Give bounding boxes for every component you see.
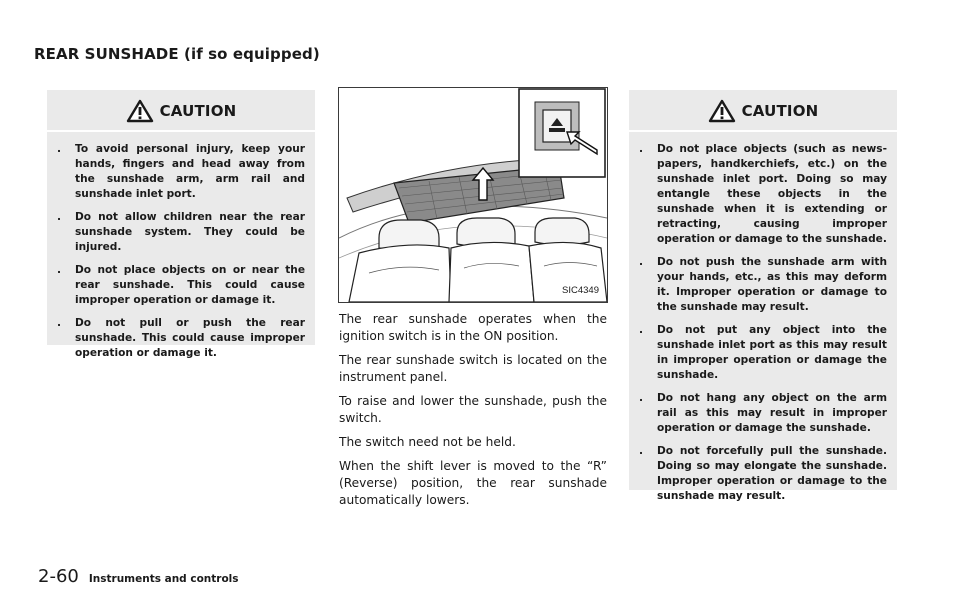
caution-item-text: Do not allow children near the rear sunshade system. They could be injured. [75, 211, 305, 253]
caution-list-right [629, 132, 897, 504]
paragraph: The switch need not be held. [339, 435, 516, 449]
caution-item-text: Do not place objects on or near the rear sunshade. This could cause improper operation or damage it. [75, 264, 305, 306]
section-title: REAR SUNSHADE (if so equipped) [34, 45, 320, 63]
bullet: . [639, 445, 644, 457]
caution-box-left [47, 90, 315, 359]
caution-item-text: To avoid personal injury, keep your hands, fingers and head away from the sunshade arm, arm rail and sunshade inlet port. [75, 143, 305, 200]
caution-item [57, 142, 305, 202]
caution-list-left [47, 132, 315, 361]
page-number: 2-60 [38, 566, 79, 587]
caution-item [639, 323, 887, 383]
paragraph: When the shift lever is moved to the “R” (Reverse) position, the rear sunshade automatically lowers. [339, 459, 607, 507]
caution-item-text: Do not put any object into the sunshade inlet port as this may result in improper operation or damage the sunshade. [657, 324, 887, 381]
bullet: . [639, 256, 644, 268]
caution-box-right [629, 90, 897, 502]
body-text [339, 311, 607, 516]
bullet: . [639, 392, 644, 404]
bullet: . [57, 143, 62, 155]
caution-item [639, 142, 887, 247]
paragraph: The rear sunshade switch is located on the instrument panel. [339, 353, 607, 384]
caution-item-text: Do not hang any object on the arm rail as this may result in improper operation or damage the sunshade. [657, 392, 887, 434]
caution-item-text: Do not place objects (such as news-papers, handkerchiefs, etc.) on the sunshade inlet port. Doing so may entangle these objects in the sunshade when it is extending or retracting, causing improper operation or damage to the sunshade. [657, 143, 887, 245]
bullet: . [57, 211, 62, 223]
caution-item-text: Do not push the sunshade arm with your hands, etc., as this may deform it. Improper operation or damage to the sunshade may result. [657, 256, 887, 313]
bullet: . [57, 264, 62, 276]
caution-item [57, 263, 305, 308]
paragraph: The rear sunshade operates when the ignition switch is in the ON position. [339, 312, 607, 343]
bullet: . [57, 317, 62, 329]
page-footer [38, 566, 239, 587]
warning-triangle-icon [708, 99, 736, 123]
caution-item [639, 391, 887, 436]
caution-item [639, 255, 887, 315]
figure-code: SIC4349 [562, 285, 599, 296]
paragraph: To raise and lower the sunshade, push the switch. [339, 394, 607, 425]
caution-label: CAUTION [741, 102, 819, 120]
caution-item [639, 444, 887, 504]
caution-label: CAUTION [159, 102, 237, 120]
footer-section-name: Instruments and controls [88, 573, 239, 585]
caution-header [629, 90, 897, 132]
caution-item [57, 210, 305, 255]
warning-triangle-icon [126, 99, 154, 123]
rear-seat-sunshade-drawing [339, 88, 607, 302]
caution-item-text: Do not pull or push the rear sunshade. This could cause improper operation or damage it. [75, 317, 305, 359]
bullet: . [639, 324, 644, 336]
caution-item [57, 316, 305, 361]
caution-header [47, 90, 315, 132]
sunshade-illustration [338, 87, 608, 303]
caution-item-text: Do not forcefully pull the sunshade. Doing so may elongate the sunshade. Improper operation or damage to the sunshade may result. [657, 445, 887, 502]
bullet: . [639, 143, 644, 155]
